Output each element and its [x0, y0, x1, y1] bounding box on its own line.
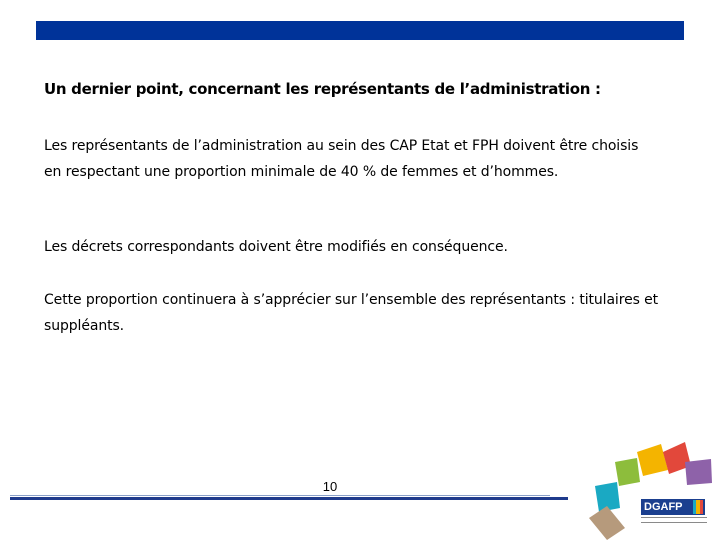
logo-tan-square — [589, 506, 625, 540]
header-bar — [36, 21, 684, 40]
page-number: 10 — [322, 479, 338, 494]
logo-green-square — [615, 458, 640, 486]
dgafp-logo-text: DGAFP — [641, 499, 705, 515]
dgafp-logo-art — [585, 440, 720, 540]
footer-line — [10, 497, 568, 500]
logo-yellow-square — [637, 444, 668, 476]
paragraph-proportion: Cette proportion continuera à s’apprécier sur l’ensemble des représentants : titulaires et suppléants. — [44, 292, 659, 334]
logo-flag-stripes — [693, 500, 703, 514]
logo-subtitle-lines — [641, 517, 707, 523]
paragraph-representants: Les représentants de l’administration au sein des CAP Etat et FPH doivent être choisis en respectant une proportion minimale de 40 % de femmes et d’hommes. — [44, 138, 639, 180]
footer-line-thin — [10, 495, 550, 496]
paragraph-decrets: Les décrets correspondants doivent être modifiés en conséquence. — [44, 239, 508, 255]
slide-heading: Un dernier point, concernant les représentants de l’administration : — [44, 80, 601, 98]
logo-purple-square — [685, 459, 712, 485]
